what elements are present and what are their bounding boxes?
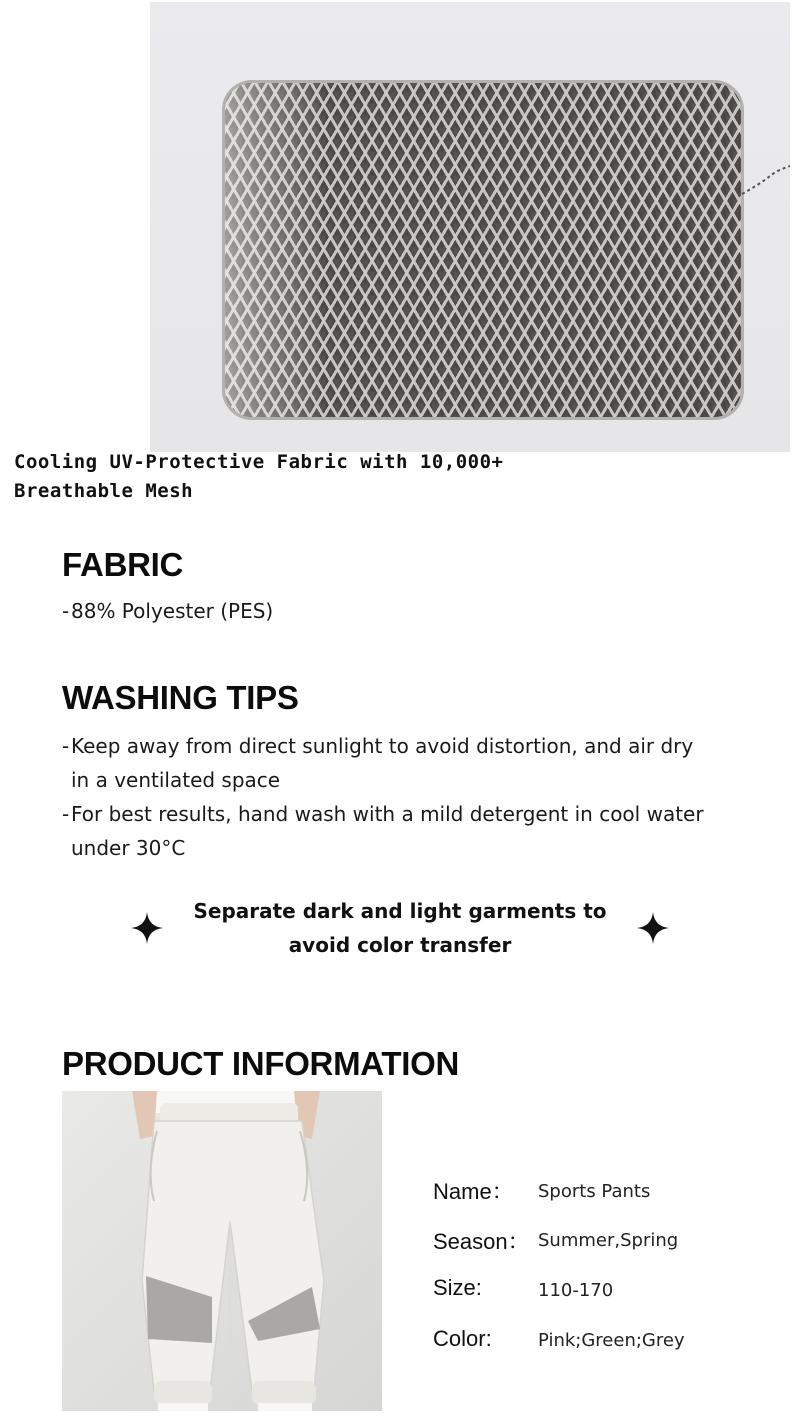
dash-icon: - [62, 734, 70, 758]
fabric-caption [14, 448, 574, 506]
caption-line-2: Breathable Mesh [14, 480, 194, 502]
washing-tip-2 [62, 797, 742, 865]
callout-line-2: avoid color transfer [288, 933, 512, 957]
fabric-mesh-photo [150, 2, 790, 452]
washing-tip-2-line-2: under 30°C [71, 836, 186, 860]
dash-icon: - [62, 802, 70, 826]
washing-tip-1 [62, 729, 742, 797]
mesh-swatch-image [222, 80, 744, 420]
callout-line-1: Separate dark and light garments to [193, 899, 607, 923]
name-label: Name： [433, 1179, 514, 1204]
fabric-composition: 88% Polyester (PES) [71, 599, 274, 623]
color-label: Color: [433, 1326, 492, 1351]
size-value: 110-170 [538, 1280, 614, 1301]
fabric-item [62, 594, 273, 628]
washing-tip-1-line-2: in a ventilated space [71, 768, 281, 792]
washing-tip-1-line-1: Keep away from direct sunlight to avoid distortion, and air dry [71, 734, 694, 758]
color-value: Pink;Green;Grey [538, 1330, 685, 1351]
color-separation-callout [180, 894, 620, 962]
sparkle-icon [131, 912, 163, 944]
size-label: Size: [433, 1275, 482, 1300]
sports-pants-photo [62, 1091, 382, 1411]
caption-line-1: Cooling UV-Protective Fabric with 10,000+ [14, 451, 504, 473]
washing-tip-2-line-1: For best results, hand wash with a mild detergent in cool water [71, 802, 704, 826]
dashed-pointer-line [740, 152, 790, 212]
pants-illustration [62, 1091, 382, 1411]
sparkle-icon [637, 912, 669, 944]
dash-icon: - [62, 599, 70, 623]
product-information-heading: PRODUCT INFORMATION [62, 1045, 459, 1082]
season-label: Season： [433, 1229, 530, 1254]
season-value: Summer,Spring [538, 1230, 679, 1251]
name-value: Sports Pants [538, 1181, 651, 1202]
washing-tips-heading: WASHING TIPS [62, 679, 299, 716]
fabric-heading: FABRIC [62, 546, 184, 583]
